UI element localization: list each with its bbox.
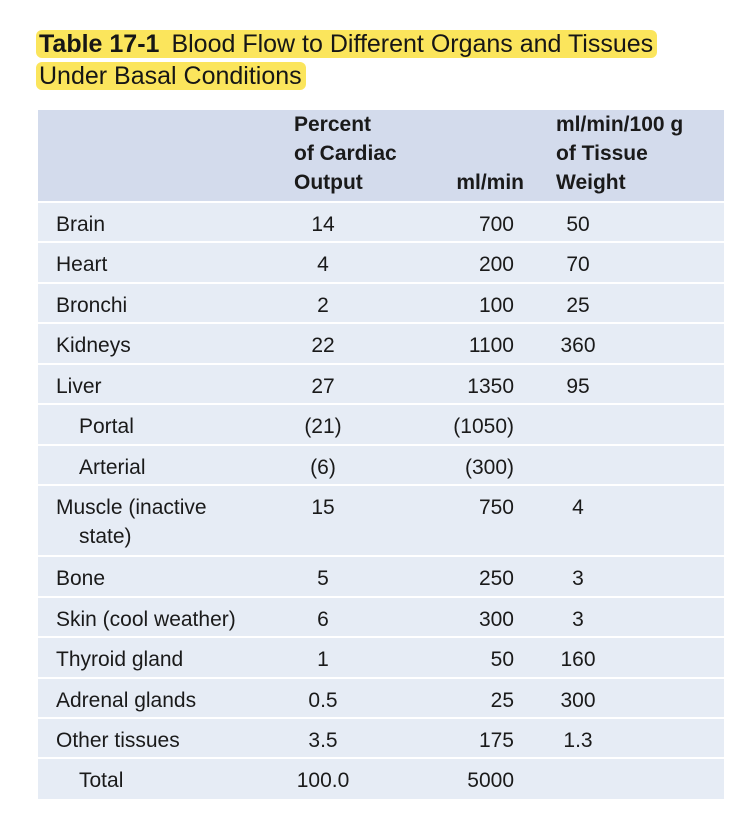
table-row: [38, 485, 724, 556]
percent-cell: 1: [294, 637, 418, 677]
percent-cell: 2: [294, 283, 418, 323]
ml-min-cell: (300): [418, 445, 538, 485]
ml-min-cell: 250: [418, 556, 538, 596]
ml-min-cell: 50: [418, 637, 538, 677]
table-row: [38, 718, 724, 758]
header-row: [38, 110, 724, 202]
table-row: [38, 202, 724, 242]
percent-cell: 4: [294, 242, 418, 282]
percent-cell: (21): [294, 404, 418, 444]
per-100g-cell: 50: [538, 202, 724, 242]
per-100g-cell: [538, 445, 724, 485]
percent-cell: 0.5: [294, 678, 418, 718]
ml-min-cell: 5000: [418, 758, 538, 799]
ml-min-cell: 25: [418, 678, 538, 718]
per-100g-cell: 3: [538, 597, 724, 637]
ml-min-cell: 200: [418, 242, 538, 282]
per-100g-cell: [538, 404, 724, 444]
total-row: [38, 758, 724, 799]
table-caption: [36, 28, 716, 92]
table-number: Table 17-1: [39, 30, 160, 58]
blood-flow-table: [38, 110, 724, 799]
per-100g-cell: 3: [538, 556, 724, 596]
per-100g-cell: 70: [538, 242, 724, 282]
per-100g-cell: 25: [538, 283, 724, 323]
organ-cell: Brain: [38, 202, 294, 242]
table-title: Blood Flow to Different Organs and Tissues Under Basal Conditions: [39, 30, 654, 90]
table-row: [38, 323, 724, 363]
per-100g-cell: 160: [538, 637, 724, 677]
organ-cell: Muscle (inactive state): [38, 485, 294, 556]
organ-cell: Bronchi: [38, 283, 294, 323]
table-row: [38, 597, 724, 637]
header-ml-min-per-100g: ml/min/100 g of Tissue Weight: [538, 110, 724, 202]
percent-cell: 15: [294, 485, 418, 556]
table-row: [38, 637, 724, 677]
percent-cell: (6): [294, 445, 418, 485]
table-row: [38, 556, 724, 596]
ml-min-cell: 700: [418, 202, 538, 242]
percent-cell: 5: [294, 556, 418, 596]
organ-cell-sub: Arterial: [38, 445, 294, 485]
percent-cell: 22: [294, 323, 418, 363]
table-row: [38, 283, 724, 323]
header-organ: [38, 110, 294, 202]
per-100g-cell: 95: [538, 364, 724, 404]
table-row: [38, 242, 724, 282]
per-100g-cell: 360: [538, 323, 724, 363]
ml-min-cell: 300: [418, 597, 538, 637]
organ-cell: Liver: [38, 364, 294, 404]
ml-min-cell: 175: [418, 718, 538, 758]
organ-cell: Kidneys: [38, 323, 294, 363]
organ-cell: Bone: [38, 556, 294, 596]
header-percent-cardiac-output: Percent of Cardiac Output: [294, 110, 418, 202]
organ-cell-total: Total: [38, 758, 294, 799]
table-row: [38, 678, 724, 718]
ml-min-cell: 750: [418, 485, 538, 556]
header-ml-min: ml/min: [418, 110, 538, 202]
organ-cell: Adrenal glands: [38, 678, 294, 718]
ml-min-cell: 1100: [418, 323, 538, 363]
table-row: [38, 404, 724, 444]
organ-cell: Other tissues: [38, 718, 294, 758]
caption-highlight: [36, 30, 657, 90]
ml-min-cell: 100: [418, 283, 538, 323]
percent-cell: 3.5: [294, 718, 418, 758]
per-100g-cell: [538, 758, 724, 799]
table-row: [38, 364, 724, 404]
per-100g-cell: 1.3: [538, 718, 724, 758]
percent-cell: 100.0: [294, 758, 418, 799]
ml-min-cell: (1050): [418, 404, 538, 444]
organ-cell-sub: Portal: [38, 404, 294, 444]
percent-cell: 14: [294, 202, 418, 242]
organ-cell: Thyroid gland: [38, 637, 294, 677]
percent-cell: 27: [294, 364, 418, 404]
ml-min-cell: 1350: [418, 364, 538, 404]
per-100g-cell: 4: [538, 485, 724, 556]
table-row: [38, 445, 724, 485]
organ-cell: Heart: [38, 242, 294, 282]
percent-cell: 6: [294, 597, 418, 637]
per-100g-cell: 300: [538, 678, 724, 718]
organ-cell: Skin (cool weather): [38, 597, 294, 637]
